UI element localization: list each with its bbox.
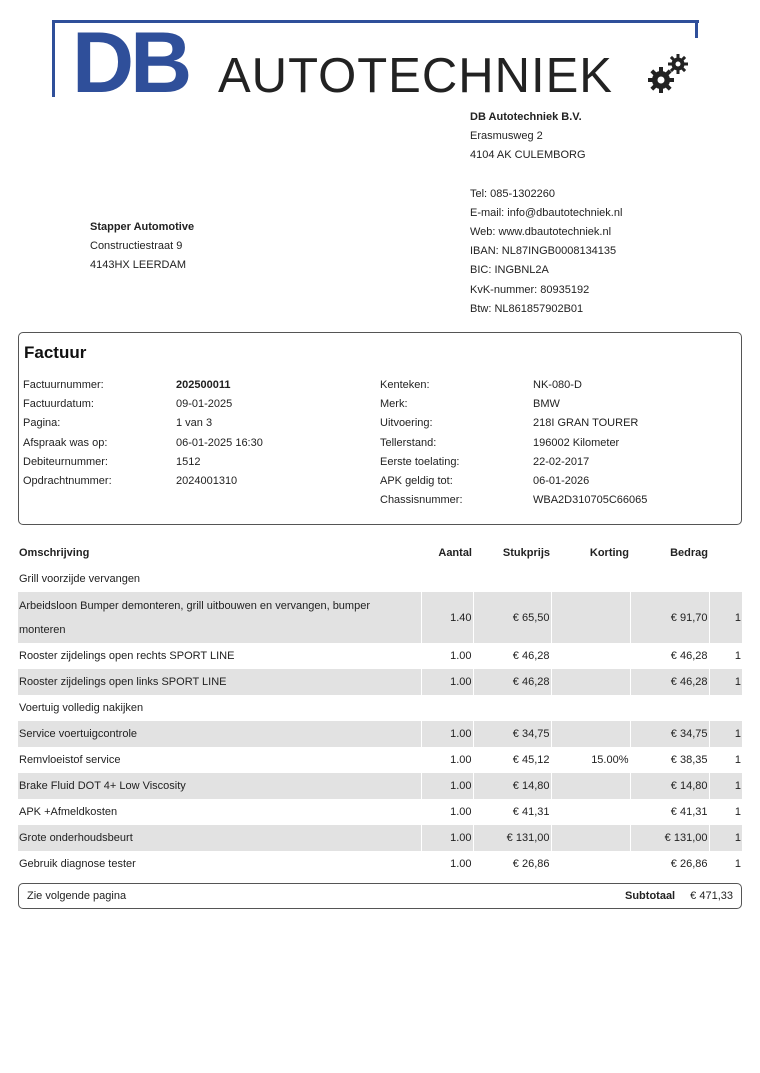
header-unit-price: Stukprijs (502, 547, 550, 559)
header-description: Omschrijving (19, 547, 90, 559)
item-unit-price: € 45,12 (473, 747, 551, 773)
meta-label: Eerste toelating: (380, 455, 460, 468)
meta-label: Uitvoering: (380, 417, 433, 430)
item-discount (551, 825, 630, 851)
company-web: Web: www.dbautotechniek.nl (470, 226, 612, 239)
invoice-meta-right (380, 376, 647, 510)
header-discount: Korting (589, 547, 629, 559)
item-vat-code: 1 (709, 721, 742, 747)
group-title: Voertuig volledig nakijken (19, 702, 144, 714)
company-iban: IBAN: NL87INGB0008134135 (470, 245, 617, 258)
item-amount: € 14,80 (630, 773, 709, 799)
item-quantity: 1.40 (421, 592, 473, 643)
meta-label: Chassisnummer: (380, 494, 463, 507)
table-row (18, 592, 742, 643)
item-amount: € 26,86 (630, 851, 709, 877)
item-quantity: 1.00 (421, 825, 473, 851)
company-tel: Tel: 085-1302260 (470, 187, 556, 200)
item-quantity: 1.00 (421, 747, 473, 773)
logo-db-letters: DB (72, 15, 189, 111)
first-registration: 22-02-2017 (533, 455, 590, 468)
subtotal-label: Subtotaal (625, 890, 676, 902)
item-amount: € 38,35 (630, 747, 709, 773)
vehicle-model: 218I GRAN TOURER (533, 417, 639, 430)
addressee (90, 218, 194, 276)
table-row (18, 851, 742, 877)
item-discount (551, 721, 630, 747)
item-discount (551, 799, 630, 825)
item-amount: € 34,75 (630, 721, 709, 747)
company-bic: BIC: INGBNL2A (470, 264, 549, 277)
meta-row (23, 414, 263, 433)
meta-row (380, 453, 647, 472)
company-name: DB Autotechniek B.V. (470, 111, 582, 123)
addressee-city: 4143HX LEERDAM (90, 259, 186, 272)
item-vat-code: 1 (709, 747, 742, 773)
item-vat-code: 1 (709, 643, 742, 669)
meta-row (23, 472, 263, 491)
item-vat-code: 1 (709, 799, 742, 825)
table-row (18, 747, 742, 773)
appointment-date: 06-01-2025 16:30 (176, 436, 263, 449)
company-email: E-mail: info@dbautotechniek.nl (470, 206, 623, 219)
subtotal-box (18, 883, 742, 909)
item-vat-code: 1 (709, 825, 742, 851)
table-row (18, 669, 742, 695)
addressee-street: Constructiestraat 9 (90, 240, 183, 253)
meta-label: Afspraak was op: (23, 436, 108, 449)
chassis-number: WBA2D310705C66065 (533, 494, 648, 507)
table-row (18, 643, 742, 669)
item-unit-price: € 131,00 (473, 825, 551, 851)
meta-label: Debiteurnummer: (23, 455, 108, 468)
company-street: Erasmusweg 2 (470, 130, 543, 143)
meta-label: Merk: (380, 398, 408, 411)
company-kvk: KvK-nummer: 80935192 (470, 283, 590, 296)
invoice-info-box (18, 332, 742, 525)
meta-label: Kenteken: (380, 379, 430, 391)
item-description: Rooster zijdelings open rechts SPORT LINE (19, 650, 235, 662)
table-row (18, 721, 742, 747)
gears-icon (645, 50, 693, 98)
item-discount: 15.00% (551, 747, 630, 773)
item-vat-code: 1 (709, 851, 742, 877)
item-unit-price: € 14,80 (473, 773, 551, 799)
meta-row (23, 395, 263, 414)
logo-frame-left (52, 20, 55, 97)
company-logo (50, 15, 700, 111)
page-count: 1 van 3 (176, 417, 213, 430)
meta-row (23, 453, 263, 472)
item-amount: € 131,00 (630, 825, 709, 851)
item-vat-code: 1 (709, 669, 742, 695)
item-quantity: 1.00 (421, 643, 473, 669)
item-discount (551, 592, 630, 643)
vehicle-brand: BMW (533, 398, 560, 411)
company-city: 4104 AK CULEMBORG (470, 149, 586, 162)
item-quantity: 1.00 (421, 799, 473, 825)
meta-row (23, 434, 263, 453)
invoice-title: Factuur (24, 343, 87, 362)
header-amount: Bedrag (670, 547, 708, 559)
item-description: Grote onderhoudsbeurt (18, 825, 421, 851)
item-description: Gebruik diagnose tester (19, 858, 136, 870)
next-page-note: Zie volgende pagina (27, 890, 127, 902)
item-unit-price: € 34,75 (473, 721, 551, 747)
item-unit-price: € 26,86 (473, 851, 551, 877)
meta-row (380, 491, 647, 510)
item-discount (551, 669, 630, 695)
invoice-meta-left (23, 376, 263, 491)
line-items-table (18, 540, 742, 877)
meta-label: Tellerstand: (380, 436, 437, 449)
item-amount: € 41,31 (630, 799, 709, 825)
item-description: Service voertuigcontrole (18, 721, 421, 747)
meta-row (23, 376, 263, 395)
item-vat-code: 1 (709, 773, 742, 799)
company-details (470, 108, 622, 319)
meta-label: Opdrachtnummer: (23, 475, 112, 488)
logo-frame-right (695, 20, 698, 38)
meta-row (380, 395, 647, 414)
addressee-name: Stapper Automotive (90, 221, 195, 233)
header-vat (709, 540, 742, 566)
apk-valid-until: 06-01-2026 (533, 475, 590, 488)
meta-label: Pagina: (23, 417, 61, 430)
meta-row (380, 376, 647, 395)
logo-wordmark: AUTOTECHNIEK (218, 49, 613, 103)
item-quantity: 1.00 (421, 669, 473, 695)
item-vat-code: 1 (709, 592, 742, 643)
item-amount: € 46,28 (630, 643, 709, 669)
meta-row (380, 414, 647, 433)
item-amount: € 91,70 (630, 592, 709, 643)
group-title: Grill voorzijde vervangen (19, 573, 141, 585)
table-header-row (18, 540, 742, 566)
item-unit-price: € 46,28 (473, 669, 551, 695)
company-btw: Btw: NL861857902B01 (470, 302, 584, 315)
group-row (18, 695, 742, 721)
item-quantity: 1.00 (421, 851, 473, 877)
meta-label: APK geldig tot: (380, 475, 453, 488)
odometer: 196002 Kilometer (533, 436, 620, 449)
item-description: Remvloeistof service (19, 754, 121, 766)
license-plate: NK-080-D (533, 379, 582, 391)
table-row (18, 825, 742, 851)
item-unit-price: € 65,50 (473, 592, 551, 643)
meta-row (380, 472, 647, 491)
item-description: Arbeidsloon Bumper demonteren, grill uitbouwen en vervangen, bumper monteren (18, 592, 421, 643)
meta-label: Factuurdatum: (23, 398, 94, 411)
group-row (18, 566, 742, 592)
invoice-date: 09-01-2025 (176, 398, 233, 411)
item-description: APK +Afmeldkosten (19, 806, 118, 818)
item-quantity: 1.00 (421, 721, 473, 747)
item-unit-price: € 46,28 (473, 643, 551, 669)
subtotal-value: € 471,33 (690, 890, 733, 902)
meta-row (380, 434, 647, 453)
invoice-number: 202500011 (176, 379, 231, 391)
header-quantity: Aantal (438, 547, 472, 559)
item-unit-price: € 41,31 (473, 799, 551, 825)
item-discount (551, 643, 630, 669)
table-row (18, 773, 742, 799)
item-discount (551, 851, 630, 877)
item-quantity: 1.00 (421, 773, 473, 799)
item-description: Brake Fluid DOT 4+ Low Viscosity (18, 773, 421, 799)
item-amount: € 46,28 (630, 669, 709, 695)
item-discount (551, 773, 630, 799)
meta-label: Factuurnummer: (23, 379, 104, 391)
table-row (18, 799, 742, 825)
order-number: 2024001310 (176, 475, 238, 488)
item-description: Rooster zijdelings open links SPORT LINE (18, 669, 421, 695)
debtor-number: 1512 (176, 455, 201, 468)
